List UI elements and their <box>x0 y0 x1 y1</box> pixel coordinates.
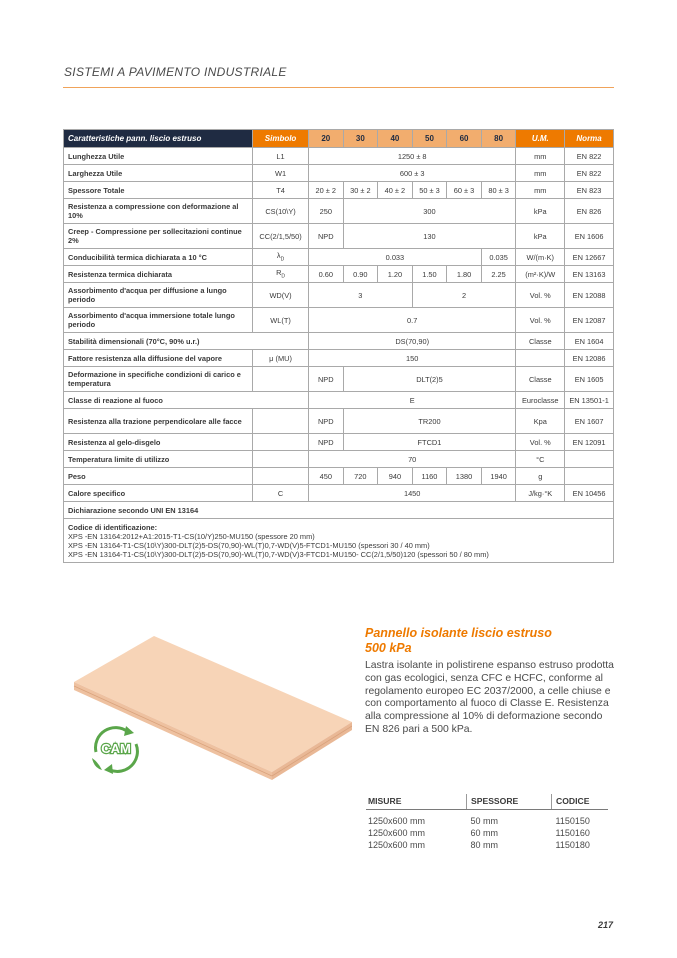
row-norm: EN 822 <box>565 165 614 182</box>
row-value: E <box>309 392 516 409</box>
row-value: 940 <box>378 468 413 485</box>
size-spessore: 60 mm <box>470 828 499 838</box>
row-unit: kPa <box>516 224 565 249</box>
row-symbol: L1 <box>253 148 309 165</box>
cam-label: CAM <box>101 741 131 756</box>
header-unit: U.M. <box>516 130 565 148</box>
row-value: 20 ± 2 <box>309 182 344 199</box>
row-label: Creep - Compressione per sollecitazioni continue 2% <box>64 224 253 249</box>
size-codice: 1150160 <box>555 828 590 838</box>
code-line: XPS -EN 13164-T1-CS(10\Y)300-DLT(2)5-DS(70,90)-WL(T)0,7-WD(V)3-FTCD1-MU150- CC(2/1,5/50)120 (spessori 50 / 80 mm) <box>68 550 489 559</box>
header-misure: MISURE <box>366 794 467 810</box>
table-row <box>64 409 614 434</box>
row-unit: mm <box>516 148 565 165</box>
row-label: Calore specifico <box>64 485 253 502</box>
row-symbol: T4 <box>253 182 309 199</box>
row-value: TR200 <box>343 409 516 434</box>
row-value: 60 ± 3 <box>447 182 482 199</box>
codes-title: Codice di identificazione: <box>68 523 158 532</box>
row-value: NPD <box>309 224 344 249</box>
row-value: 1450 <box>309 485 516 502</box>
table-row <box>64 350 614 367</box>
size-spessore: 50 mm <box>470 816 499 826</box>
row-norm: EN 13163 <box>565 266 614 283</box>
row-norm: EN 1606 <box>565 224 614 249</box>
title-divider <box>63 87 614 88</box>
product-title-line: Pannello isolante liscio estruso <box>365 626 552 640</box>
row-value: 1940 <box>481 468 516 485</box>
row-value: 0.035 <box>481 249 516 266</box>
row-norm: EN 826 <box>565 199 614 224</box>
row-norm: EN 1604 <box>565 333 614 350</box>
size-codice: 1150150 <box>555 816 590 826</box>
row-value: NPD <box>309 367 344 392</box>
table-row <box>64 434 614 451</box>
symbol-subscript: D <box>280 256 285 263</box>
row-symbol <box>253 434 309 451</box>
row-unit: Kpa <box>516 409 565 434</box>
row-value: NPD <box>309 409 344 434</box>
row-value: 2 <box>412 283 516 308</box>
page-number: 217 <box>598 920 614 930</box>
table-row <box>366 827 608 839</box>
size-codice: 1150180 <box>555 840 590 850</box>
row-unit: W/(m·K) <box>516 249 565 266</box>
header-characteristics: Caratteristiche pann. liscio estruso <box>64 130 253 148</box>
row-label: Peso <box>64 468 253 485</box>
row-unit: Vol. % <box>516 308 565 333</box>
table-row <box>64 333 614 350</box>
row-norm: EN 12667 <box>565 249 614 266</box>
row-label: Fattore resistenza alla diffusione del vapore <box>64 350 253 367</box>
row-norm: EN 10456 <box>565 485 614 502</box>
row-value: 1160 <box>412 468 447 485</box>
header-thickness-50: 50 <box>412 130 447 148</box>
row-value: 720 <box>343 468 378 485</box>
row-unit <box>516 350 565 367</box>
technical-specs-table <box>63 129 614 563</box>
identification-codes <box>64 519 614 563</box>
table-row <box>64 485 614 502</box>
row-value: 300 <box>343 199 516 224</box>
row-value: 30 ± 2 <box>343 182 378 199</box>
header-thickness-40: 40 <box>378 130 413 148</box>
row-value: 0.033 <box>309 249 482 266</box>
size-misure: 1250x600 mm <box>368 840 426 850</box>
header-thickness-20: 20 <box>309 130 344 148</box>
header-spessore: SPESSORE <box>467 794 552 810</box>
row-unit: mm <box>516 182 565 199</box>
table-row <box>366 839 608 851</box>
row-unit: Vol. % <box>516 434 565 451</box>
row-symbol: WD(V) <box>253 283 309 308</box>
row-value: 2.25 <box>481 266 516 283</box>
declaration-row <box>64 502 614 519</box>
cam-arrow-head <box>104 764 113 774</box>
row-norm: EN 12087 <box>565 308 614 333</box>
row-unit: kPa <box>516 199 565 224</box>
table-header-row <box>64 130 614 148</box>
header-norm: Norma <box>565 130 614 148</box>
row-norm: EN 12086 <box>565 350 614 367</box>
row-value: FTCD1 <box>343 434 516 451</box>
header-thickness-30: 30 <box>343 130 378 148</box>
table-row <box>64 249 614 266</box>
row-value: 0.60 <box>309 266 344 283</box>
row-norm: EN 13501-1 <box>565 392 614 409</box>
row-norm: EN 12091 <box>565 434 614 451</box>
row-unit: Classe <box>516 367 565 392</box>
row-value: 1.50 <box>412 266 447 283</box>
row-norm: EN 1605 <box>565 367 614 392</box>
cam-leaf <box>92 758 102 770</box>
declaration-text: Dichiarazione secondo UNI EN 13164 <box>64 502 614 519</box>
row-value: 600 ± 3 <box>309 165 516 182</box>
row-unit: mm <box>516 165 565 182</box>
row-label: Stabilità dimensionali (70°C, 90% u.r.) <box>64 333 309 350</box>
row-value: 1.20 <box>378 266 413 283</box>
table-row <box>64 308 614 333</box>
row-norm <box>565 451 614 468</box>
row-symbol <box>253 266 309 283</box>
row-value: 0.7 <box>309 308 516 333</box>
row-label: Assorbimento d'acqua per diffusione a lungo periodo <box>64 283 253 308</box>
symbol-subscript: D <box>281 273 286 280</box>
row-unit: J/kg·°K <box>516 485 565 502</box>
row-unit: (m²·K)/W <box>516 266 565 283</box>
row-value: 450 <box>309 468 344 485</box>
size-misure: 1250x600 mm <box>368 828 426 838</box>
row-symbol <box>253 249 309 266</box>
row-symbol: W1 <box>253 165 309 182</box>
table-row <box>64 283 614 308</box>
header-thickness-60: 60 <box>447 130 482 148</box>
sizes-header-row <box>366 794 608 810</box>
section-title: SISTEMI A PAVIMENTO INDUSTRIALE <box>64 65 287 79</box>
table-row <box>64 165 614 182</box>
row-label: Spessore Totale <box>64 182 253 199</box>
row-value: NPD <box>309 434 344 451</box>
row-value: 50 ± 3 <box>412 182 447 199</box>
table-row <box>64 392 614 409</box>
table-row <box>64 148 614 165</box>
sizes-table <box>366 794 608 851</box>
table-row <box>64 367 614 392</box>
product-title <box>365 626 552 656</box>
codes-row <box>64 519 614 563</box>
table-row <box>64 266 614 283</box>
row-norm: EN 823 <box>565 182 614 199</box>
row-unit: Vol. % <box>516 283 565 308</box>
row-unit: Euroclasse <box>516 392 565 409</box>
symbol-r: R <box>276 268 282 278</box>
row-norm: EN 822 <box>565 148 614 165</box>
header-codice: CODICE <box>552 794 609 810</box>
row-label: Resistenza al gelo-disgelo <box>64 434 253 451</box>
row-value: 250 <box>309 199 344 224</box>
row-unit: Classe <box>516 333 565 350</box>
code-line: XPS -EN 13164:2012+A1:2015-T1-CS(10/Y)250-MU150 (spessore 20 mm) <box>68 532 315 541</box>
row-label: Lunghezza Utile <box>64 148 253 165</box>
table-row <box>366 810 608 828</box>
table-row <box>64 224 614 249</box>
row-label: Conducibilità termica dichiarata a 10 °C <box>64 249 253 266</box>
row-symbol: C <box>253 485 309 502</box>
row-unit: °C <box>516 451 565 468</box>
row-symbol <box>253 468 309 485</box>
row-label: Temperatura limite di utilizzo <box>64 451 253 468</box>
table-row <box>64 199 614 224</box>
cam-arrow-head <box>124 726 134 736</box>
row-label: Resistenza a compressione con deformazione al 10% <box>64 199 253 224</box>
row-value: 150 <box>309 350 516 367</box>
row-symbol <box>253 367 309 392</box>
size-spessore: 80 mm <box>470 840 499 850</box>
row-value: DLT(2)5 <box>343 367 516 392</box>
row-label: Resistenza termica dichiarata <box>64 266 253 283</box>
row-symbol <box>253 409 309 434</box>
row-symbol: CC(2/1,5/50) <box>253 224 309 249</box>
code-line: XPS -EN 13164-T1-CS(10\Y)300-DLT(2)5-DS(70,90)-WL(T)0,7-WD(V)5-FTCD1-MU150 (spessori 30 / 40 mm) <box>68 541 430 550</box>
row-value: 1250 ± 8 <box>309 148 516 165</box>
row-symbol <box>253 451 309 468</box>
header-symbol: Simbolo <box>253 130 309 148</box>
cam-recycle-icon <box>88 722 144 776</box>
row-symbol: WL(T) <box>253 308 309 333</box>
row-norm: EN 12088 <box>565 283 614 308</box>
row-value: 3 <box>309 283 413 308</box>
row-label: Assorbimento d'acqua immersione totale lungo periodo <box>64 308 253 333</box>
row-value: 1.80 <box>447 266 482 283</box>
table-row <box>64 182 614 199</box>
row-unit: g <box>516 468 565 485</box>
row-norm <box>565 468 614 485</box>
row-value: 40 ± 2 <box>378 182 413 199</box>
size-misure: 1250x600 mm <box>368 816 426 826</box>
row-label: Deformazione in specifiche condizioni di carico e temperatura <box>64 367 253 392</box>
symbol-lambda: λ <box>276 251 281 261</box>
row-label: Resistenza alla trazione perpendicolare alle facce <box>64 409 253 434</box>
row-value: DS(70,90) <box>309 333 516 350</box>
row-value: 0.90 <box>343 266 378 283</box>
row-value: 1380 <box>447 468 482 485</box>
header-thickness-80: 80 <box>481 130 516 148</box>
row-value: 130 <box>343 224 516 249</box>
product-title-line: 500 kPa <box>365 641 412 655</box>
row-value: 80 ± 3 <box>481 182 516 199</box>
row-value: 70 <box>309 451 516 468</box>
table-row <box>64 468 614 485</box>
row-symbol: μ (MU) <box>253 350 309 367</box>
product-description: Lastra isolante in polistirene espanso estruso prodotta con gas ecologici, senza CFC e HCFC, conforme al regolamento europeo EC 2037/2000, a celle chiuse e con comportamento al fuoco di Classe E. Resistenza alla compressione al 10% di deformazione secondo EN 826 pari a 500 kPa. <box>365 660 614 735</box>
row-label: Classe di reazione al fuoco <box>64 392 309 409</box>
row-label: Larghezza Utile <box>64 165 253 182</box>
row-norm: EN 1607 <box>565 409 614 434</box>
table-row <box>64 451 614 468</box>
row-symbol: CS(10\Y) <box>253 199 309 224</box>
